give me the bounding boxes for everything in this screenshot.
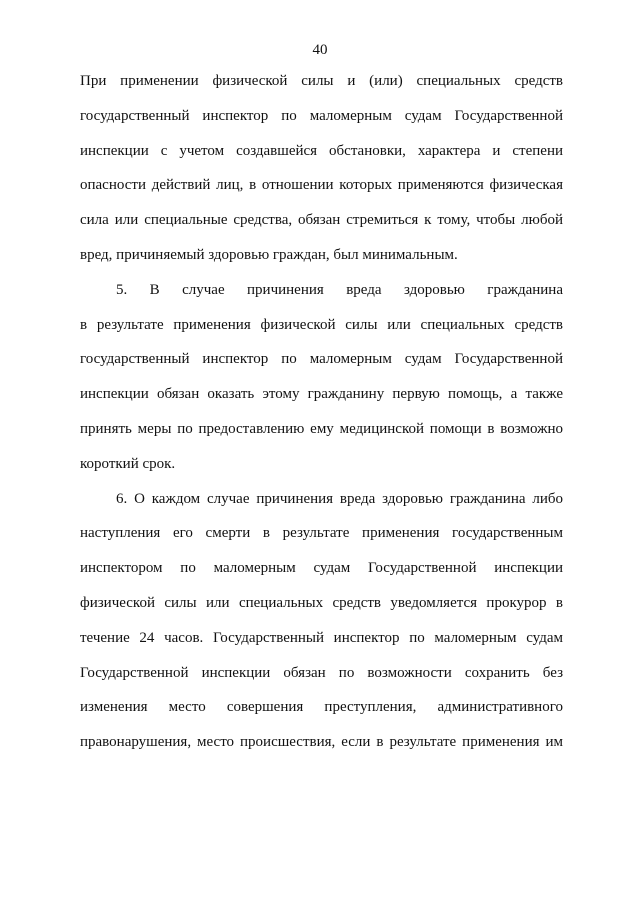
text-line: наступления его смерти в результате применения государственным [80, 525, 563, 542]
text-line: государственный инспектор по маломерным судам Государственной [80, 107, 563, 124]
text-line: государственный инспектор по маломерным судам Государственной [80, 351, 563, 368]
text-line: опасности действий лиц, в отношении которых применяются физическая [80, 177, 563, 194]
text-line: При применении физической силы и (или) специальных средств [80, 73, 563, 89]
text-line: течение 24 часов. Государственный инспектор по маломерным судам [80, 629, 563, 646]
text-line: инспектором по маломерным судам Государственной инспекции [80, 560, 563, 577]
text-line: правонарушения, место происшествия, если в результате применения им [80, 734, 563, 751]
text-line: вред, причиняемый здоровью граждан, был минимальным. [80, 246, 458, 263]
text-line: изменения место совершения преступления, административного [80, 699, 563, 716]
text-line: в результате применения физической силы или специальных средств [80, 316, 563, 333]
page-number: 40 [312, 42, 328, 58]
text-line: инспекции с учетом создавшейся обстановки, характера и степени [80, 142, 563, 159]
text-line: сила или специальные средства, обязан стремиться к тому, чтобы любой [80, 212, 563, 229]
paragraph-5-start: 5. В случае причинения вреда здоровью гражданина [116, 281, 563, 298]
text-line: физической силы или специальных средств уведомляется прокурор в [80, 594, 563, 611]
text-line: инспекции обязан оказать этому гражданину первую помощь, а также [80, 386, 563, 403]
text-line: Государственной инспекции обязан по возможности сохранить без [80, 664, 563, 681]
text-line: короткий срок. [80, 455, 176, 472]
text-line: принять меры по предоставлению ему медицинской помощи в возможно [80, 420, 563, 437]
document-body [80, 64, 563, 760]
paragraph-6-start: 6. О каждом случае причинения вреда здоровью гражданина либо [116, 490, 563, 507]
